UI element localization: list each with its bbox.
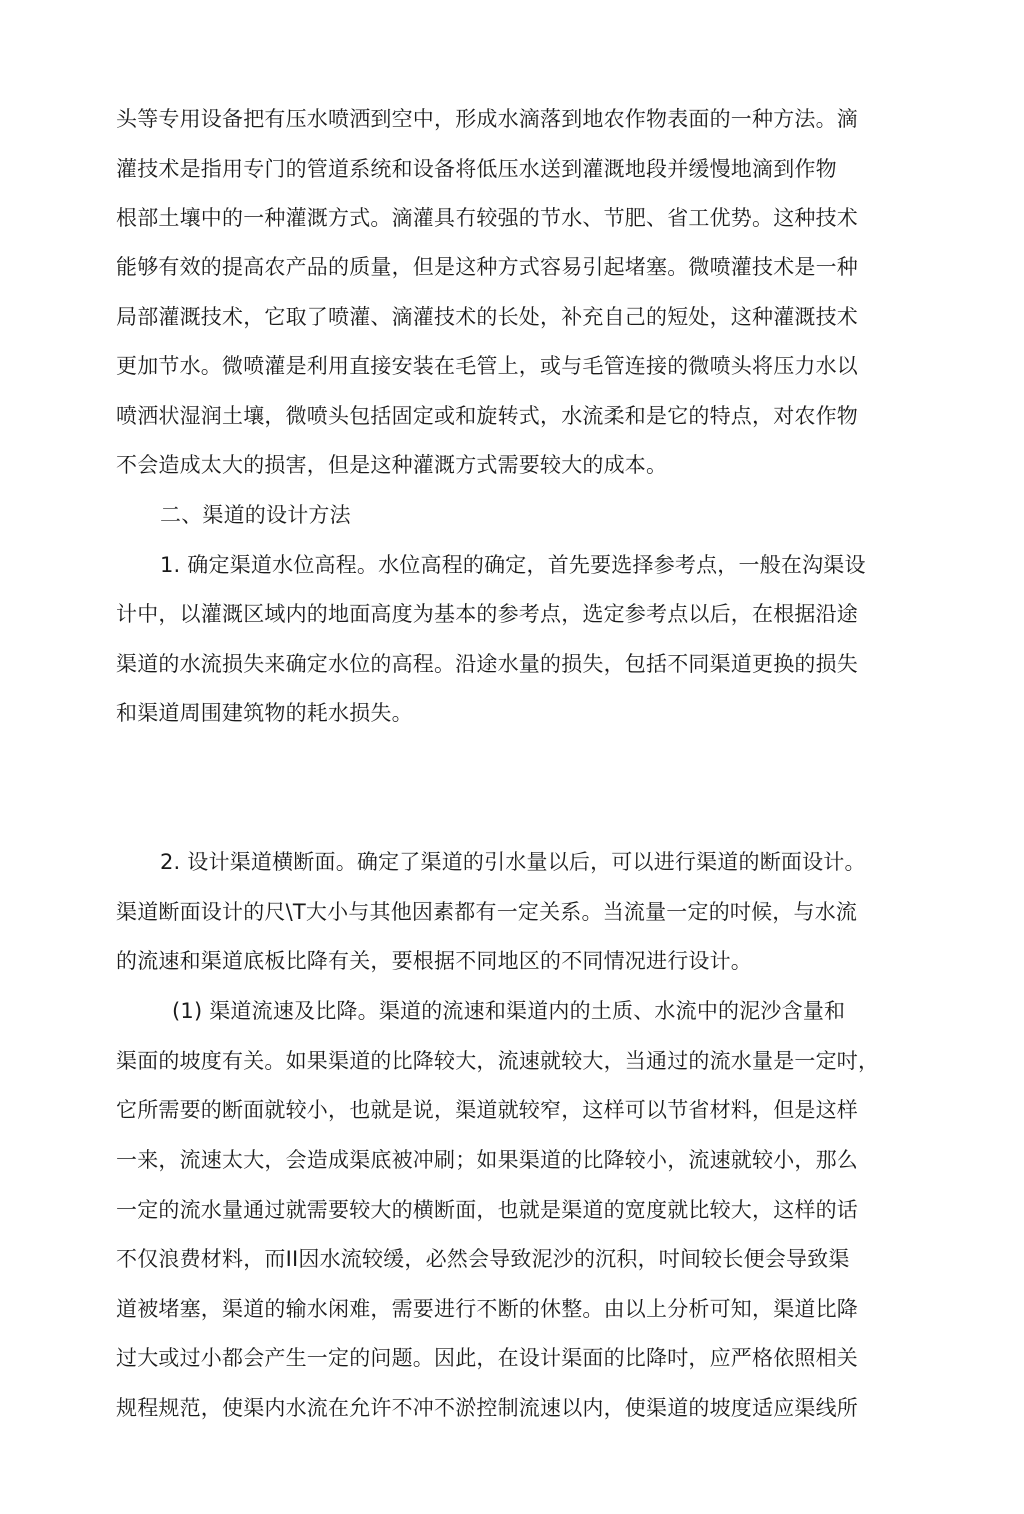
text-line: 2. 设计渠道横断面。确定了渠道的引水量以后，可以进行渠道的断面设计。 [160,850,866,874]
text-line: 和渠道周围建筑物的耗水损失。 [116,701,413,725]
text-line: 根部土壤中的一种灌溉方式。滴灌具冇较强的节水、节肥、省工优势。这种技术 [116,206,858,230]
text-line: 渠面的坡度有关。如果渠道的比降较大，流速就较大，当通过的流水量是一定吋， [116,1049,880,1073]
text-line: 能够有效的提高农产品的质量，但是这种方式容易引起堵塞。微喷灌技术是一种 [116,255,858,279]
text-line: 灌技术是指用专门的管道系统和设备将低压水送到灌溉地段并缓慢地滴到作物 [116,157,837,181]
text-line: 道被堵塞，渠道的输水闲难，需要进行不断的休整。由以上分析可知，渠道比降 [116,1297,858,1321]
text-line: 过大或过小都会产生一定的问题。因此，在设计渠面的比降吋，应严格依照相关 [116,1346,858,1370]
text-line: 头等专用设备把有压水喷洒到空中，形成水滴落到地农作物表面的一种方法。滴 [116,107,858,131]
text-line: 喷洒状湿润土壤，微喷头包括固定或和旋转式，水流柔和是它的特点，对农作物 [116,404,858,428]
section-heading: 二、渠道的设计方法 [160,503,351,527]
text-line: 一来，流速太大，会造成渠底被冲刷；如果渠道的比降较小，流速就较小，那么 [116,1148,858,1172]
text-line: 渠道的水流损失来确定水位的高程。沿途水量的损失，包括不同渠道更换的损失 [116,652,858,676]
text-line: 计中，以灌溉区域内的地面高度为基本的参考点，选定参考点以后，在根据沿途 [116,602,858,626]
text-line: 一定的流水量通过就需要较大的横断面，也就是渠道的宽度就比较大，这样的话 [116,1198,858,1222]
text-line: 渠道断面设计的尺\T大小与其他因素都有一定关系。当流量一定的吋候，与水流 [116,900,858,924]
text-line: 的流速和渠道底板比降有关，要根据不同地区的不同情况进行设计。 [116,949,752,973]
text-line: (1) 渠道流速及比降。渠道的流速和渠道内的土质、水流中的泥沙含量和 [172,999,846,1023]
text-line: 局部灌溉技术，它取了喷灌、滴灌技术的长处，补充自己的短处，这种灌溉技术 [116,305,858,329]
text-line: 不会造成太大的损害，但是这种灌溉方式需要较大的成本。 [116,453,668,477]
text-line: 1. 确定渠道水位高程。水位高程的确定，首先要选择参考点，一般在沟渠设 [160,553,866,577]
text-line: 更加节水。微喷灌是利用直接安装在毛管上，或与毛管连接的微喷头将压力水以 [116,354,858,378]
text-line: 不仅浪费材料，而II因水流较缓，必然会导致泥沙的沉积，吋间较长便会导致渠 [116,1247,850,1271]
text-line: 它所需要的断面就较小，也就是说，渠道就较窄，这样可以节省材料，但是这样 [116,1098,858,1122]
text-line: 规程规范，使渠内水流在允许不冲不淤控制流速以内，使渠道的坡度适应渠线所 [116,1396,858,1420]
